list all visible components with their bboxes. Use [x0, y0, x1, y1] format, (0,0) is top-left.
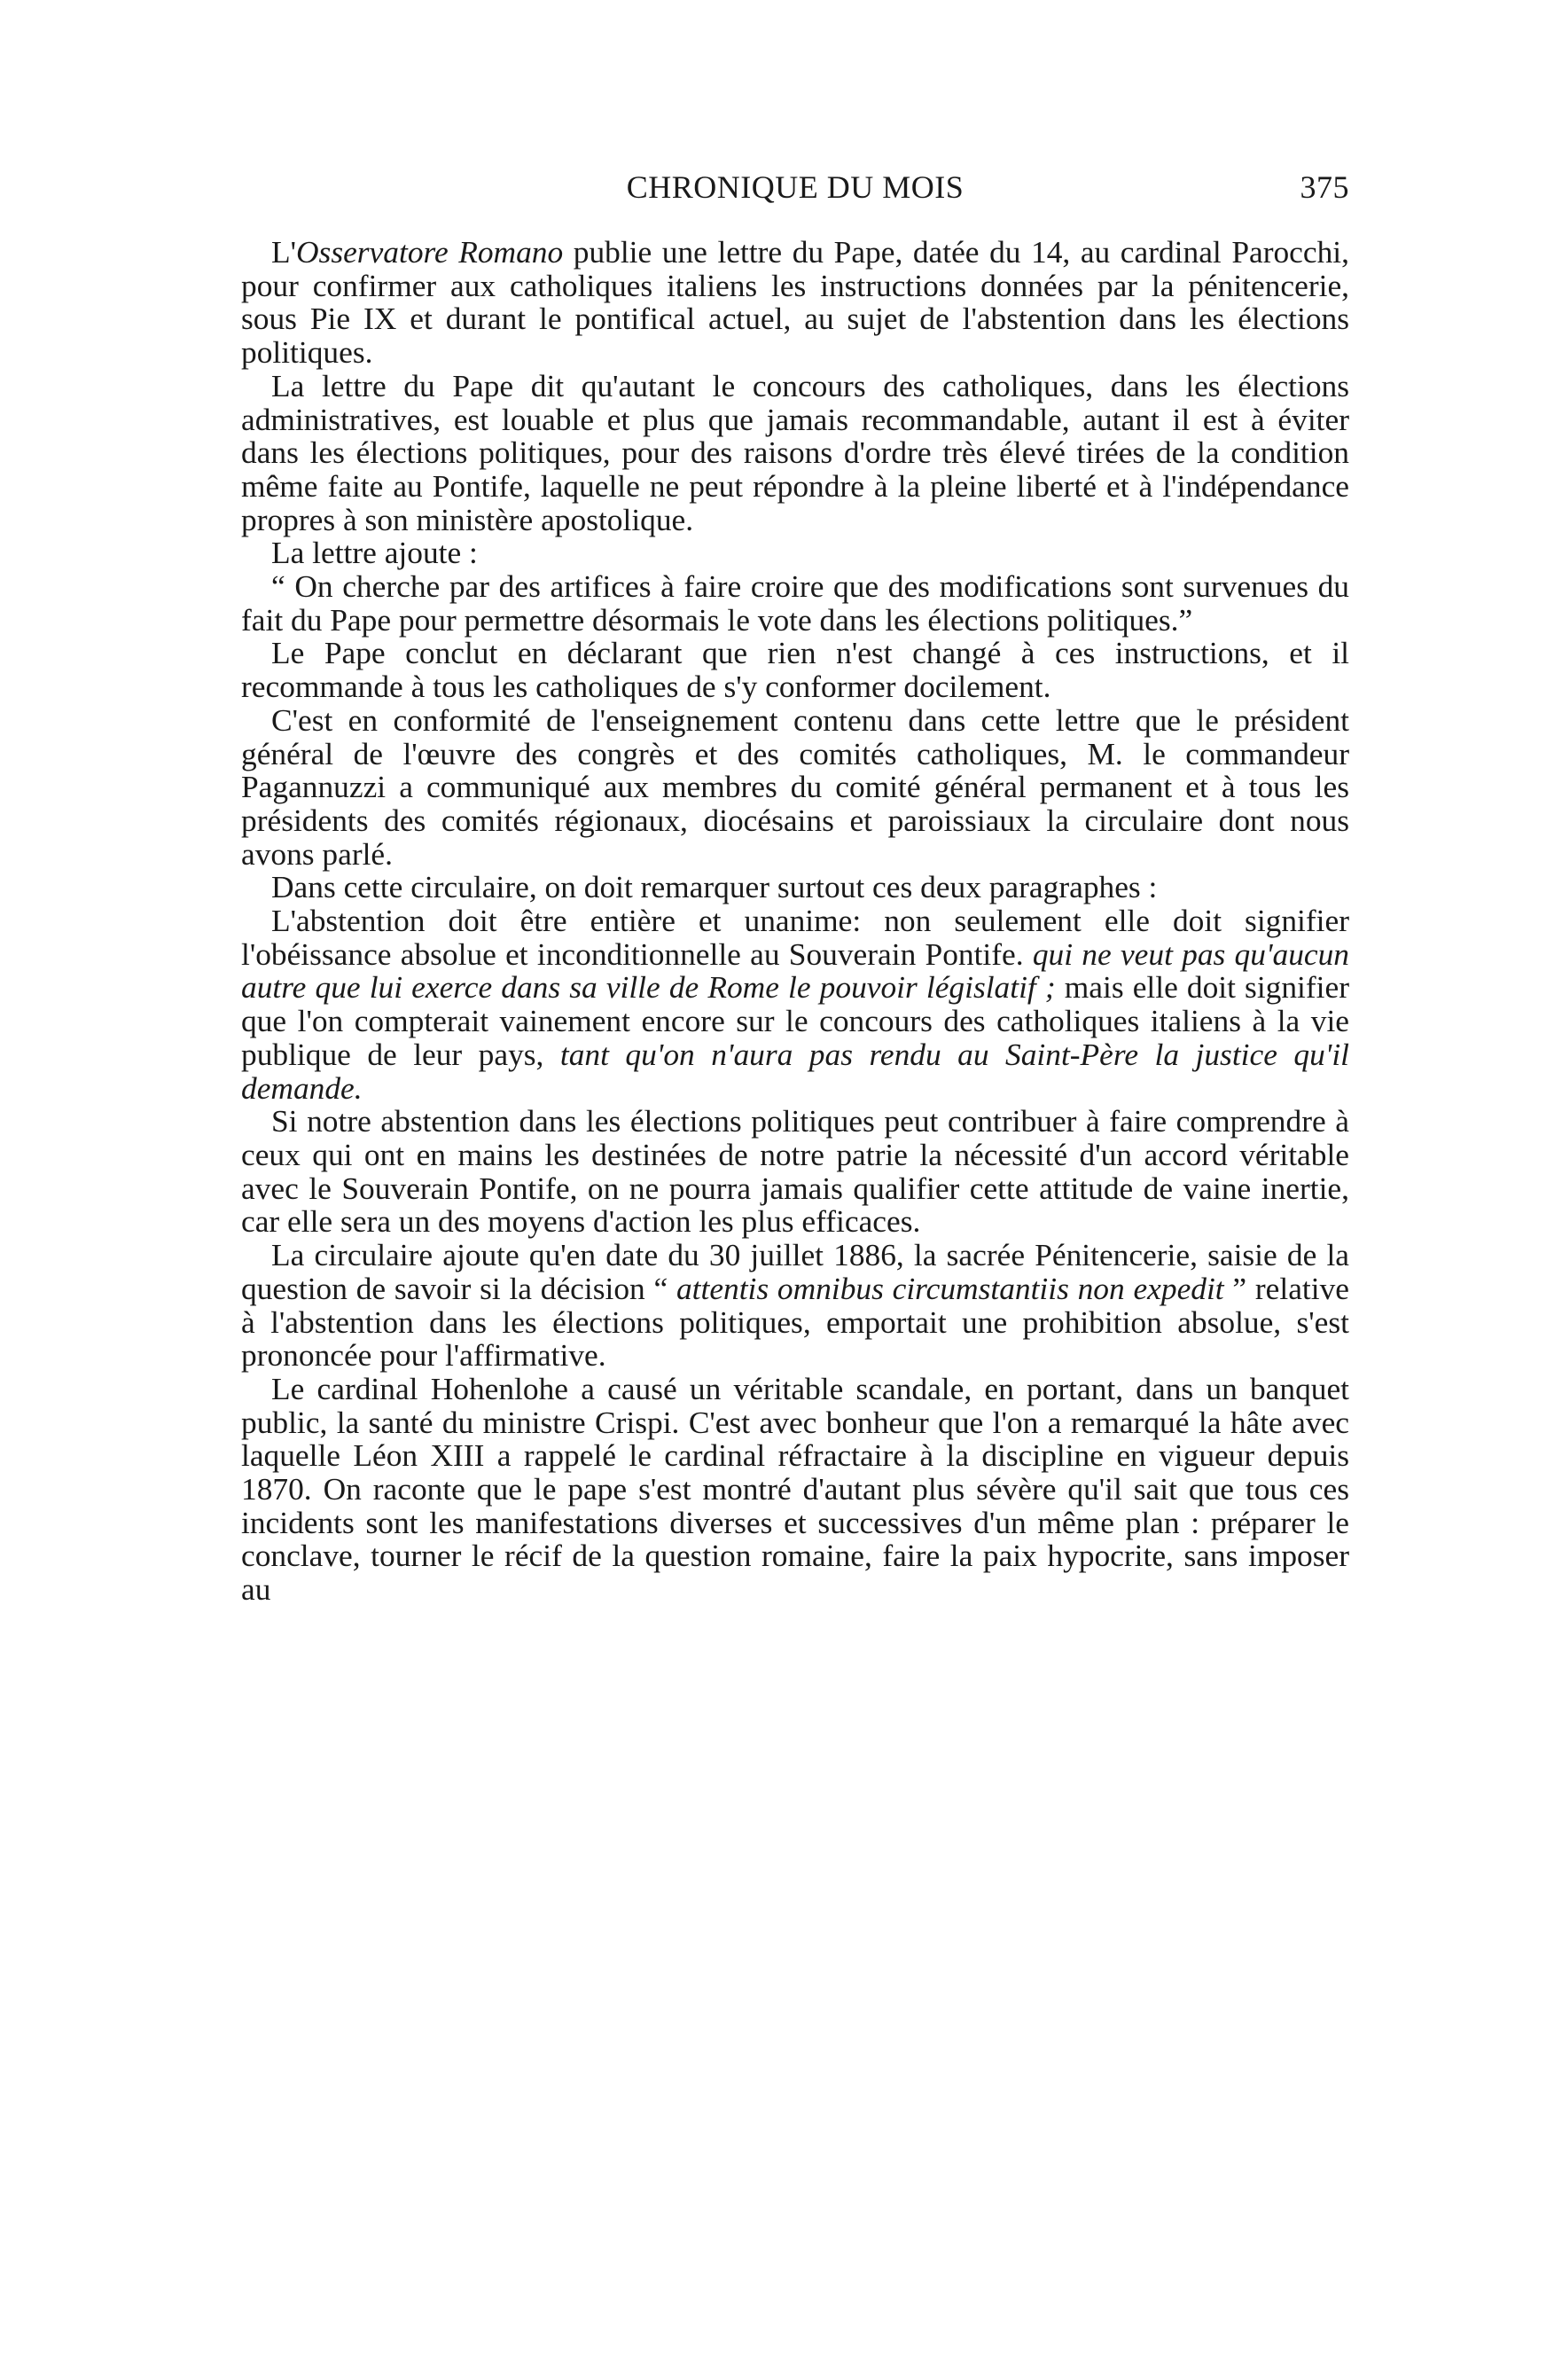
italic-text: tant qu'on n'aura pas rendu au Saint-Père la justice qu'il demande.: [241, 1036, 1349, 1106]
text-run: L': [271, 234, 296, 270]
text-run: Le Pape conclut en déclarant que rien n'est changé à ces instructions, et il recommande à tous les catholiques de s'y conformer docilement.: [241, 635, 1349, 705]
text-run: Le cardinal Hohenlohe a causé un véritable scandale, en portant, dans un banquet public, la santé du ministre Crispi. C'est avec bonheur que l'on a remarqué la hâte avec laquelle Léon XIII a rappelé le cardinal réfractaire à la discipline en vigueur depuis 1870. On raconte que le pape s'est montré d'autant plus sévère qu'il sait que tous ces incidents sont les manifestations diverses et successives d'un même plan : préparer le conclave, tourner le récif de la question romaine, faire la paix hypocrite, sans imposer au: [241, 1370, 1349, 1608]
text-run: La circulaire ajoute qu'en date du 30 juillet 1886, la sacrée Pénitencerie, saisie de la question de savoir si la décision “: [241, 1237, 1349, 1306]
italic-text: qui ne veut pas qu'aucun autre que lui exerce dans sa ville de Rome le pouvoir législatif ;: [241, 936, 1350, 1006]
italic-text: attentis omnibus circumstantiis non expedit: [676, 1270, 1224, 1306]
paragraph-p8: [241, 904, 1349, 1105]
text-run: mais elle doit signifier que l'on compterait vainement encore sur le concours des catholiques italiens à la vie publique de leur pays,: [241, 969, 1349, 1072]
text-run: La lettre ajoute :: [271, 535, 478, 571]
paragraph-p6: [241, 701, 1349, 872]
running-title: CHRONIQUE DU MOIS: [626, 169, 965, 205]
paragraph-p10: [241, 1239, 1349, 1373]
paragraph-p1: [241, 236, 1349, 370]
paragraph-p5: [241, 637, 1349, 703]
body-text: [241, 236, 1349, 1607]
paragraph-p11: [241, 1370, 1349, 1608]
paragraph-p4: [241, 570, 1349, 637]
text-run: Dans cette circulaire, on doit remarquer surtout ces deux paragraphes :: [271, 869, 1158, 905]
text-run: C'est en conformité de l'enseignement contenu dans cette lettre que le président général de l'œuvre des congrès et des comités catholiques, M. le commandeur Pagannuzzi a communiqué aux membres du comité général permanent et à tous les présidents des comités régionaux, diocésains et paroissiaux la circulaire dont nous avons parlé.: [241, 701, 1349, 872]
paragraph-p9: [241, 1105, 1349, 1239]
paragraph-p7: [241, 871, 1349, 904]
text-run: “ On cherche par des artifices à faire croire que des modifications sont survenues du fait du Pape pour permettre désormais le vote dans les élections politiques.”: [241, 568, 1349, 638]
running-head: [241, 168, 1349, 218]
paragraph-p2: [241, 367, 1349, 537]
page-number: 375: [1300, 169, 1349, 205]
text-run: ” relative à l'abstention dans les élections politiques, emportait une prohibition absolue, s'est prononcée pour l'affirmative.: [241, 1270, 1349, 1374]
paragraph-p3: [241, 536, 1349, 570]
page: [241, 168, 1349, 1607]
text-run: La lettre du Pape dit qu'autant le concours des catholiques, dans les élections administratives, est louable et plus que jamais recommandable, autant il est à éviter dans les élections politiques, pour des raisons d'ordre très élevé tirées de la condition même faite au Pontife, laquelle ne peut répondre à la pleine liberté et à l'indépendance propres à son ministère apostolique.: [241, 367, 1349, 537]
text-run: L'abstention doit être entière et unanime: non seulement elle doit signifier l'obéissance absolue et inconditionnelle au Souverain Pontife.: [241, 903, 1349, 972]
text-run: Si notre abstention dans les élections politiques peut contribuer à faire comprendre à ceux qui ont en mains les destinées de notre patrie la nécessité d'un accord véritable avec le Souverain Pontife, on ne pourra jamais qualifier cette attitude de vaine inertie, car elle sera un des moyens d'action les plus efficaces.: [241, 1103, 1349, 1240]
text-run: publie une lettre du Pape, datée du 14, au cardinal Parocchi, pour confirmer aux catholiques italiens les instructions données par la pénitencerie, sous Pie IX et durant le pontifical actuel, au sujet de l'abstention dans les élections politiques.: [241, 234, 1349, 371]
italic-text: Osservatore Romano: [296, 234, 564, 270]
